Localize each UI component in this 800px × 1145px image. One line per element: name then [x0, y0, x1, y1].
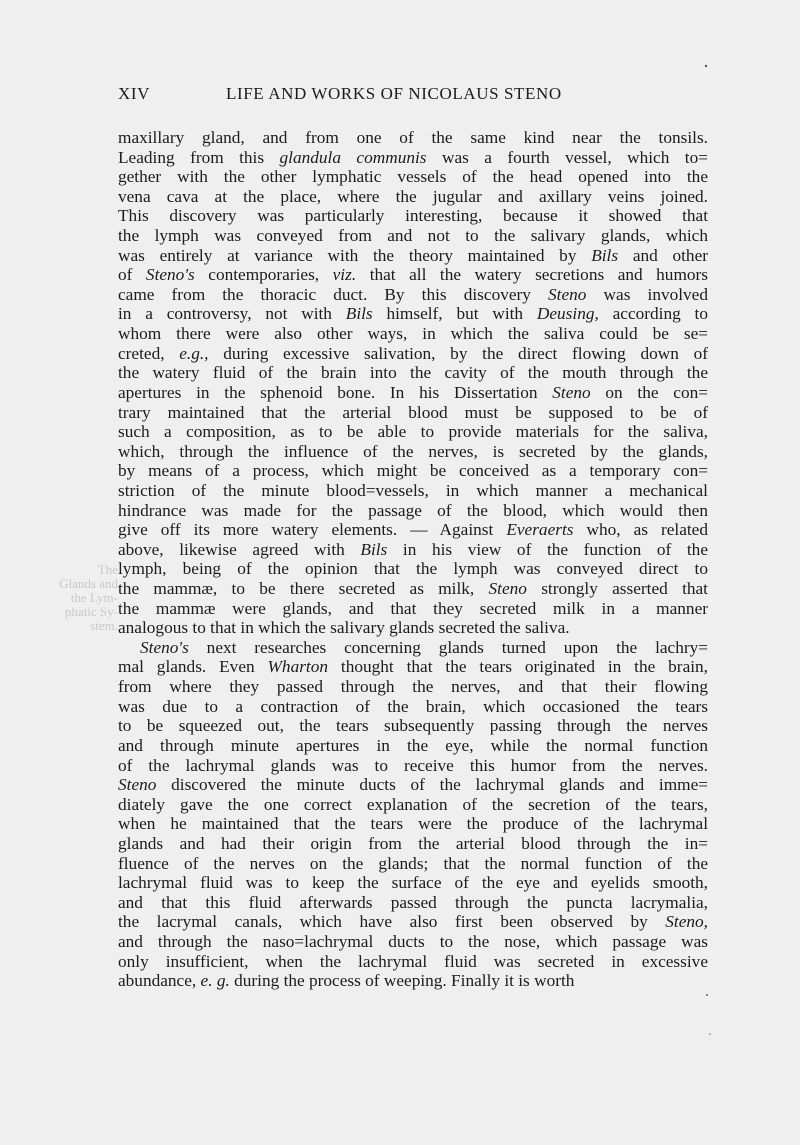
- text-run: discovered the minute ducts of the lachrymal glands and imme=: [156, 775, 708, 795]
- text-run: next researches concerning glands turned upon the lachry=: [188, 637, 708, 657]
- text-line: [118, 677, 708, 697]
- text-run: the mammæ were glands, and that they secreted milk in a manner: [118, 598, 708, 618]
- show-through-margin-note: [28, 563, 118, 633]
- text-run: only insufficient, when the lachrymal fluid was secreted in excessive: [118, 951, 708, 971]
- text-line: [118, 795, 708, 815]
- text-line: [118, 579, 708, 599]
- text-line: [118, 148, 708, 168]
- text-line: [118, 912, 708, 932]
- text-run: glands and had their origin from the arterial blood through the in=: [118, 833, 708, 853]
- page-number: XIV: [118, 84, 151, 103]
- text-line: [118, 501, 708, 521]
- text-run: during excessive salivation, by the direct flowing down of: [208, 343, 708, 363]
- text-run: hindrance was made for the passage of the blood, which would then: [118, 500, 708, 520]
- text-run: and through the naso=lachrymal ducts to the nose, which passage was: [118, 931, 708, 951]
- italic-text: Deusing,: [536, 304, 599, 324]
- text-line: [118, 873, 708, 893]
- text-line: [118, 187, 708, 207]
- text-line: [118, 206, 708, 226]
- italic-text: Steno,: [665, 912, 708, 932]
- text-run: and through minute apertures in the eye, while the normal function: [118, 735, 708, 755]
- text-run: strongly asserted that: [526, 579, 708, 599]
- text-run: thought that the tears originated in the brain,: [328, 657, 708, 677]
- text-line: [118, 893, 708, 913]
- italic-text: Steno: [488, 579, 527, 599]
- text-run: above, likewise agreed with: [118, 539, 361, 559]
- text-run: was due to a contraction of the brain, which occasioned the tears: [118, 696, 708, 716]
- italic-text: Bils: [360, 539, 388, 559]
- text-line: [118, 128, 708, 148]
- text-run: analogous to that in which the salivary glands secreted the saliva.: [118, 618, 570, 638]
- text-line: [118, 461, 708, 481]
- text-run: in a controversy, not with: [118, 304, 346, 324]
- text-run: which, through the influence of the nerves, is secreted by the glands,: [118, 441, 708, 461]
- show-through-line: the Lym-: [70, 590, 118, 605]
- italic-text: glandula communis: [279, 147, 427, 167]
- text-line: [118, 854, 708, 874]
- text-line: [118, 442, 708, 462]
- text-run: the lacrymal canals, which have also first been observed by: [118, 912, 666, 932]
- text-line: [118, 971, 708, 991]
- text-run: the mammæ, to be there secreted as milk,: [118, 579, 489, 599]
- text-run: when he maintained that the tears were the produce of the lachrymal: [118, 814, 708, 834]
- text-line: [118, 265, 708, 285]
- text-run: by means of a process, which might be conceived as a temporary con=: [118, 461, 708, 481]
- text-run: abundance,: [118, 971, 201, 991]
- text-line: [118, 285, 708, 305]
- text-run: striction of the minute blood=vessels, in which manner a mechanical: [118, 480, 708, 500]
- text-run: creted,: [118, 343, 180, 363]
- show-through-line: The: [97, 562, 118, 577]
- text-line: [118, 422, 708, 442]
- text-run: trary maintained that the arterial blood must be supposed to be of: [118, 402, 708, 422]
- speck: [709, 1033, 711, 1035]
- text-line: [118, 167, 708, 187]
- text-run: on the con=: [590, 382, 708, 402]
- text-run: such a composition, as to be able to provide materials for the saliva,: [118, 422, 708, 442]
- text-run: give off its more watery elements. — Against: [118, 520, 507, 540]
- text-line: [118, 344, 708, 364]
- text-line: [118, 638, 708, 658]
- speck: [705, 65, 707, 67]
- text-run: to be squeezed out, the tears subsequently passing through the nerves: [118, 716, 708, 736]
- text-line: [118, 540, 708, 560]
- text-run: lymph, being of the opinion that the lymph was conveyed direct to: [118, 559, 708, 579]
- text-run: of: [118, 265, 146, 285]
- italic-text: e. g.: [200, 971, 230, 991]
- italic-text: Bils: [591, 245, 619, 265]
- text-line: [118, 559, 708, 579]
- text-run: himself, but with: [372, 304, 537, 324]
- italic-text: Steno's: [140, 637, 189, 657]
- text-run: contemporaries,: [194, 265, 333, 285]
- text-run: during the process of weeping. Finally it is worth: [229, 971, 575, 991]
- running-title: LIFE AND WORKS OF NICOLAUS STENO: [226, 84, 562, 103]
- text-line: [118, 481, 708, 501]
- text-line: [118, 834, 708, 854]
- text-run: diately gave the one correct explanation of the secretion of the tears,: [118, 794, 708, 814]
- italic-text: Steno: [552, 382, 591, 402]
- text-run: the watery fluid of the brain into the cavity of the mouth through the: [118, 363, 708, 383]
- text-run: from where they passed through the nerves, and that their flowing: [118, 677, 708, 697]
- text-run: fluence of the nerves on the glands; that the normal function of the: [118, 853, 708, 873]
- text-run: Leading from this: [118, 147, 280, 167]
- text-line: [118, 599, 708, 619]
- text-run: maxillary gland, and from one of the same kind near the tonsils.: [118, 128, 708, 147]
- text-run: was entirely at variance with the theory maintained by: [118, 245, 592, 265]
- text-run: of the lachrymal glands was to receive this humor from the nerves.: [118, 755, 708, 775]
- speck: [706, 994, 708, 996]
- italic-text: Steno's: [145, 265, 195, 285]
- text-run: lachrymal fluid was to keep the surface of the eye and eyelids smooth,: [118, 873, 708, 893]
- text-run: the lymph was conveyed from and not to the salivary glands, which: [118, 226, 708, 246]
- text-run: and that this fluid afterwards passed through the puncta lacrymalia,: [118, 892, 708, 912]
- text-line: [118, 756, 708, 776]
- body-text: [118, 128, 708, 991]
- text-line: [118, 363, 708, 383]
- text-line: [118, 403, 708, 423]
- text-run: who, as related: [573, 520, 708, 540]
- text-line: [118, 520, 708, 540]
- text-line: [118, 697, 708, 717]
- text-line: [118, 952, 708, 972]
- text-line: [118, 618, 708, 638]
- text-line: [118, 932, 708, 952]
- text-run: gether with the other lymphatic vessels of the head opened into the: [118, 167, 708, 187]
- text-line: [118, 226, 708, 246]
- text-line: [118, 736, 708, 756]
- text-run: was involved: [586, 284, 708, 304]
- text-line: [118, 657, 708, 677]
- text-run: This discovery was particularly interesting, because it showed that: [118, 206, 708, 226]
- text-run: mal glands. Even: [118, 657, 268, 677]
- text-run: whom there were also other ways, in which the saliva could be se=: [118, 324, 708, 344]
- text-line: [118, 814, 708, 834]
- text-line: [118, 304, 708, 324]
- italic-text: Steno: [548, 284, 587, 304]
- text-run: came from the thoracic duct. By this discovery: [118, 284, 549, 304]
- text-run: vena cava at the place, where the jugular and axillary veins joined.: [118, 186, 708, 206]
- text-run: and other: [618, 245, 708, 265]
- text-line: [118, 775, 708, 795]
- text-line: [118, 383, 708, 403]
- italic-text: e.g.,: [179, 343, 209, 363]
- text-run: in his view of the function of the: [387, 539, 708, 559]
- text-run: according to: [598, 304, 708, 324]
- text-run: apertures in the sphenoid bone. In his Dissertation: [118, 382, 553, 402]
- text-line: [118, 246, 708, 266]
- text-line: [118, 716, 708, 736]
- show-through-line: Glands and: [59, 576, 118, 591]
- italic-text: Wharton: [267, 657, 329, 677]
- italic-text: Bils: [345, 304, 373, 324]
- text-line: [118, 324, 708, 344]
- italic-text: Steno: [118, 775, 157, 795]
- italic-text: viz.: [332, 265, 357, 285]
- italic-text: Everaerts: [506, 520, 574, 540]
- text-run: was a fourth vessel, which to=: [426, 147, 708, 167]
- text-run: that all the watery secretions and humors: [356, 265, 709, 285]
- show-through-line: phatic Sy-: [64, 604, 118, 619]
- show-through-line: stem.: [90, 618, 118, 633]
